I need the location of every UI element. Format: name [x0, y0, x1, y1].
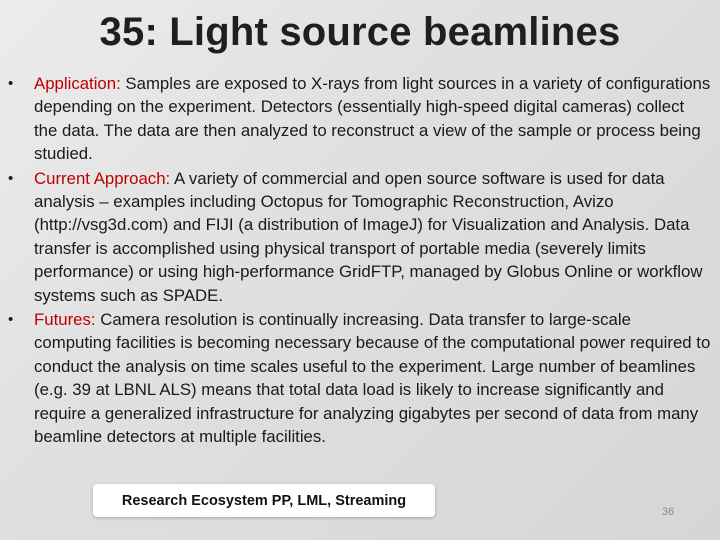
bullet-list — [8, 72, 712, 450]
bullet-label: Futures: — [34, 310, 96, 330]
bullet-icon: • — [8, 75, 14, 92]
footer-tag: Research Ecosystem PP, LML, Streaming — [93, 484, 435, 517]
bullet-application — [8, 72, 712, 166]
bullet-futures — [8, 308, 712, 448]
slide-number: 36 — [662, 506, 675, 518]
bullet-text: A variety of commercial and open source software is used for data analysis – examples including Octopus for Tomographic Reconstruction, Avizo (http://vsg3d.com) and FIJI (a distribution of ImageJ) for Visualization and Analysis. Data transfer is accomplished using physical transport of portable media (severely limits performance) or using high-performance GridFTP, managed by Globus Online or workflow systems such as SPADE. — [34, 168, 703, 305]
slide-title: 35: Light source beamlines — [99, 10, 621, 54]
bullet-icon: • — [8, 169, 14, 187]
bullet-icon: • — [8, 311, 14, 329]
bullet-current-approach — [8, 167, 712, 307]
bullet-text: Samples are exposed to X-rays from light sources in a variety of configurations depending on the experiment. Detectors (essentially high-speed digital cameras) collect the data. The data are then analyzed to reconstruct a view of the sample or process being studied. — [34, 74, 711, 164]
bullet-text: Camera resolution is continually increasing. Data transfer to large-scale computing facilities is becoming necessary because of the computational power required to conduct the analysis on time scales useful to the experiment. Large number of beamlines (e.g. 39 at LBNL ALS) means that total data load is likely to increase significantly and require a generalized infrastructure for analyzing gigabytes per second of data from many beamline detectors at multiple facilities. — [34, 310, 711, 447]
bullet-label: Application: — [34, 74, 121, 93]
bullet-label: Current Approach: — [34, 168, 171, 188]
